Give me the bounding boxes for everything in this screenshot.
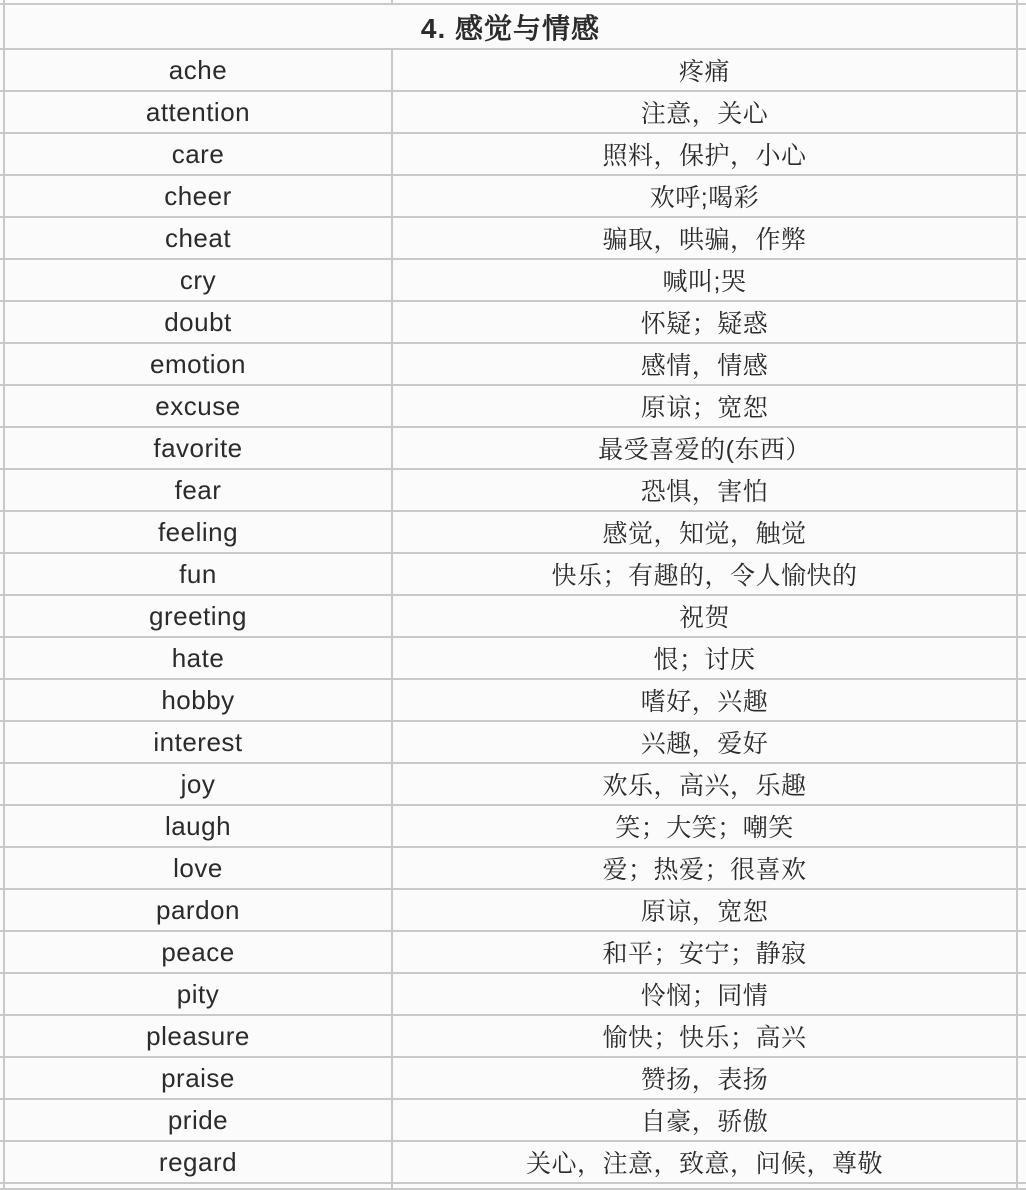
row-right-sliver: [1018, 344, 1026, 386]
english-word: love: [5, 848, 393, 890]
row-right-sliver: [1018, 722, 1026, 764]
row-right-sliver: [1018, 50, 1026, 92]
chinese-meaning: 原谅，宽恕: [393, 890, 1018, 932]
row-right-sliver: [1018, 512, 1026, 554]
english-word: emotion: [5, 344, 393, 386]
english-word: peace: [5, 932, 393, 974]
chinese-meaning: 恨；讨厌: [393, 638, 1018, 680]
english-word: joy: [5, 764, 393, 806]
row-right-sliver: [1018, 470, 1026, 512]
chinese-meaning: 感情，情感: [393, 344, 1018, 386]
chinese-meaning: 和平；安宁；静寂: [393, 932, 1018, 974]
row-right-sliver: [1018, 554, 1026, 596]
chinese-meaning: 原谅；宽恕: [393, 386, 1018, 428]
english-word: fear: [5, 470, 393, 512]
chinese-meaning: 恐惧，害怕: [393, 470, 1018, 512]
bottom-partial-cell-chinese: [393, 1184, 1018, 1190]
row-right-sliver: [1018, 1100, 1026, 1142]
english-word: care: [5, 134, 393, 176]
english-word: interest: [5, 722, 393, 764]
english-word: hate: [5, 638, 393, 680]
bottom-partial-cell-right-sliver: [1018, 1184, 1026, 1190]
row-right-sliver: [1018, 764, 1026, 806]
row-right-sliver: [1018, 806, 1026, 848]
bottom-partial-cell-english: [5, 1184, 393, 1190]
chinese-meaning: 感觉，知觉，触觉: [393, 512, 1018, 554]
chinese-meaning: 喊叫;哭: [393, 260, 1018, 302]
english-word: excuse: [5, 386, 393, 428]
chinese-meaning: 笑；大笑；嘲笑: [393, 806, 1018, 848]
english-word: laugh: [5, 806, 393, 848]
chinese-meaning: 骗取，哄骗，作弊: [393, 218, 1018, 260]
english-word: praise: [5, 1058, 393, 1100]
chinese-meaning: 欢乐，高兴，乐趣: [393, 764, 1018, 806]
row-right-sliver: [1018, 1058, 1026, 1100]
row-right-sliver: [1018, 932, 1026, 974]
chinese-meaning: 嗜好，兴趣: [393, 680, 1018, 722]
row-right-sliver: [1018, 848, 1026, 890]
row-right-sliver: [1018, 890, 1026, 932]
header-right-sliver: [1018, 5, 1026, 50]
chinese-meaning: 愉快；快乐；高兴: [393, 1016, 1018, 1058]
chinese-meaning: 照料，保护，小心: [393, 134, 1018, 176]
row-right-sliver: [1018, 1016, 1026, 1058]
row-right-sliver: [1018, 260, 1026, 302]
english-word: pleasure: [5, 1016, 393, 1058]
row-right-sliver: [1018, 92, 1026, 134]
row-right-sliver: [1018, 134, 1026, 176]
english-word: greeting: [5, 596, 393, 638]
english-word: attention: [5, 92, 393, 134]
row-right-sliver: [1018, 302, 1026, 344]
english-word: cheat: [5, 218, 393, 260]
english-word: cry: [5, 260, 393, 302]
chinese-meaning: 怀疑；疑惑: [393, 302, 1018, 344]
chinese-meaning: 兴趣，爱好: [393, 722, 1018, 764]
table-title: 4. 感觉与情感: [5, 5, 1018, 50]
row-right-sliver: [1018, 596, 1026, 638]
row-right-sliver: [1018, 428, 1026, 470]
english-word: cheer: [5, 176, 393, 218]
chinese-meaning: 自豪，骄傲: [393, 1100, 1018, 1142]
chinese-meaning: 怜悯；同情: [393, 974, 1018, 1016]
english-word: pity: [5, 974, 393, 1016]
row-right-sliver: [1018, 176, 1026, 218]
english-word: pardon: [5, 890, 393, 932]
row-right-sliver: [1018, 974, 1026, 1016]
chinese-meaning: 祝贺: [393, 596, 1018, 638]
english-word: feeling: [5, 512, 393, 554]
row-right-sliver: [1018, 218, 1026, 260]
english-word: fun: [5, 554, 393, 596]
chinese-meaning: 注意，关心: [393, 92, 1018, 134]
chinese-meaning: 欢呼;喝彩: [393, 176, 1018, 218]
chinese-meaning: 关心，注意，致意，问候，尊敬: [393, 1142, 1018, 1184]
row-right-sliver: [1018, 386, 1026, 428]
english-word: hobby: [5, 680, 393, 722]
chinese-meaning: 快乐；有趣的，令人愉快的: [393, 554, 1018, 596]
chinese-meaning: 最受喜爱的(东西）: [393, 428, 1018, 470]
english-word: favorite: [5, 428, 393, 470]
row-right-sliver: [1018, 680, 1026, 722]
row-right-sliver: [1018, 1142, 1026, 1184]
chinese-meaning: 爱；热爱；很喜欢: [393, 848, 1018, 890]
english-word: pride: [5, 1100, 393, 1142]
row-right-sliver: [1018, 638, 1026, 680]
chinese-meaning: 疼痛: [393, 50, 1018, 92]
english-word: regard: [5, 1142, 393, 1184]
chinese-meaning: 赞扬，表扬: [393, 1058, 1018, 1100]
english-word: ache: [5, 50, 393, 92]
english-word: doubt: [5, 302, 393, 344]
